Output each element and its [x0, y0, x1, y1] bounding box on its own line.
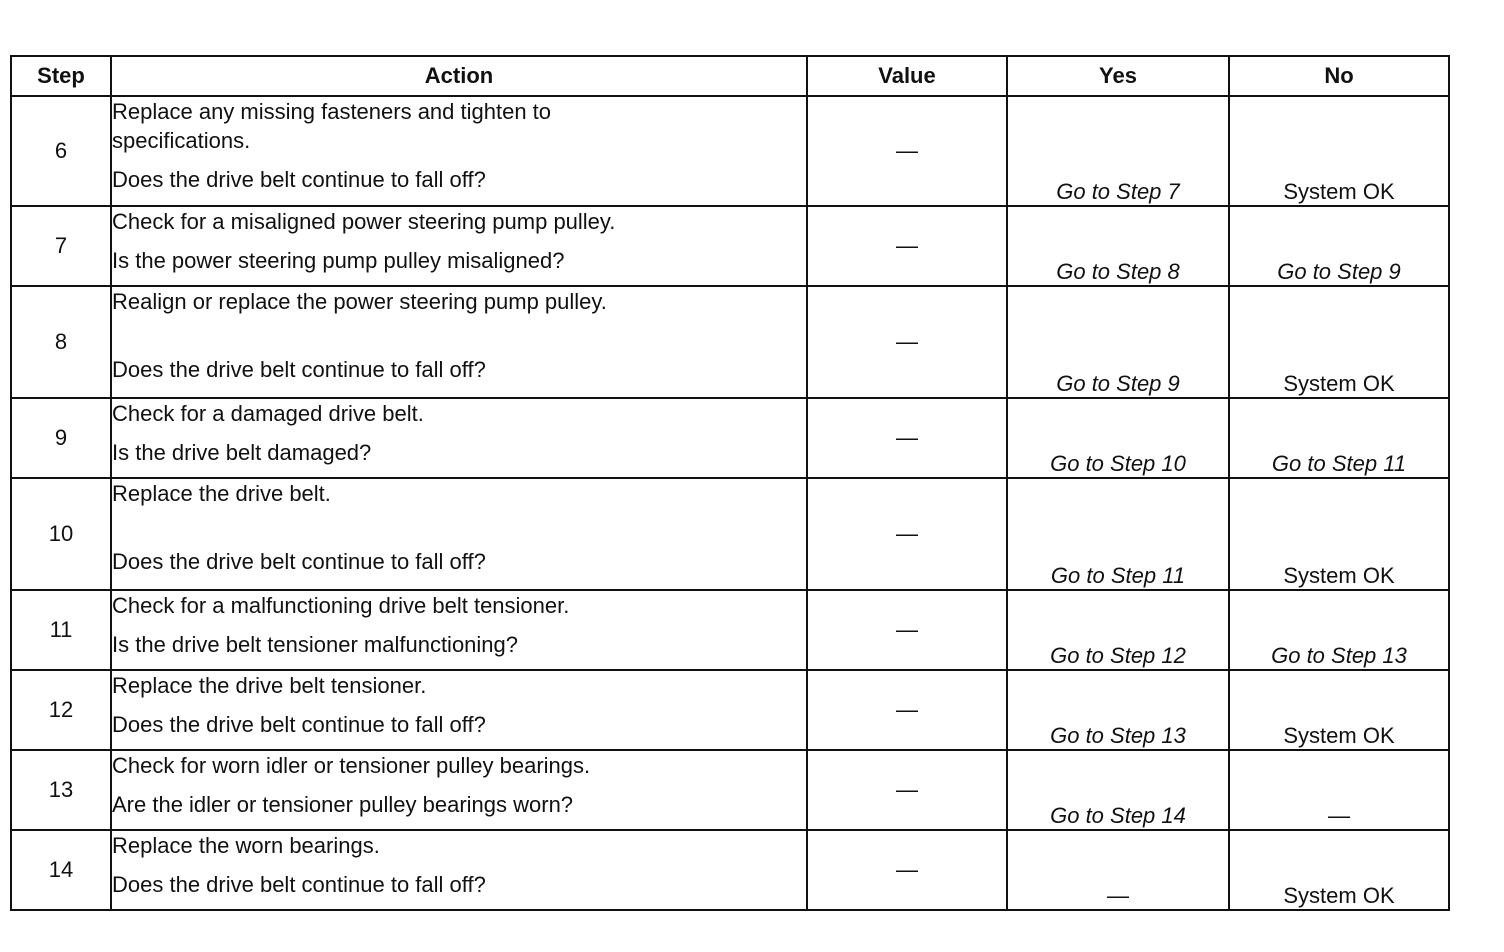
action-question: Does the drive belt continue to fall off? [112, 357, 486, 382]
header-yes: Yes [1007, 56, 1229, 96]
action-text: Check for worn idler or tensioner pulley bearings. [112, 753, 591, 778]
value-cell: — [807, 478, 1007, 590]
table-row [11, 830, 1449, 910]
yes-result: Go to Step 14 [1007, 750, 1229, 830]
yes-result: — [1007, 830, 1229, 910]
no-result: System OK [1229, 96, 1449, 206]
action-cell [111, 590, 807, 670]
yes-result: Go to Step 7 [1007, 96, 1229, 206]
action-cell [111, 398, 807, 478]
step-number: 12 [11, 670, 111, 750]
header-action: Action [111, 56, 807, 96]
action-text: Check for a damaged drive belt. [112, 401, 424, 426]
no-result: System OK [1229, 478, 1449, 590]
step-number: 11 [11, 590, 111, 670]
table-row [11, 206, 1449, 286]
value-cell: — [807, 206, 1007, 286]
action-question: Is the power steering pump pulley misaligned? [112, 248, 565, 273]
table-row [11, 750, 1449, 830]
yes-result: Go to Step 12 [1007, 590, 1229, 670]
yes-result: Go to Step 10 [1007, 398, 1229, 478]
no-result: System OK [1229, 286, 1449, 398]
action-text: Replace the drive belt tensioner. [112, 673, 427, 698]
action-question: Does the drive belt continue to fall off? [112, 872, 486, 897]
value-cell: — [807, 830, 1007, 910]
no-result: Go to Step 9 [1229, 206, 1449, 286]
action-question: Is the drive belt damaged? [112, 440, 372, 465]
action-question: Does the drive belt continue to fall off? [112, 167, 486, 192]
header-no: No [1229, 56, 1449, 96]
action-text: Replace the drive belt. [112, 481, 331, 506]
action-cell [111, 286, 807, 398]
action-text: Check for a misaligned power steering pump pulley. [112, 209, 616, 234]
header-value: Value [807, 56, 1007, 96]
action-cell [111, 670, 807, 750]
action-text: specifications. [112, 128, 251, 153]
action-text: Check for a malfunctioning drive belt tensioner. [112, 593, 570, 618]
header-row [11, 56, 1449, 96]
yes-result: Go to Step 11 [1007, 478, 1229, 590]
step-number: 13 [11, 750, 111, 830]
yes-result: Go to Step 13 [1007, 670, 1229, 750]
action-cell [111, 478, 807, 590]
table-row [11, 398, 1449, 478]
table-row [11, 478, 1449, 590]
yes-result: Go to Step 9 [1007, 286, 1229, 398]
step-number: 14 [11, 830, 111, 910]
step-number: 10 [11, 478, 111, 590]
value-cell: — [807, 398, 1007, 478]
header-step: Step [11, 56, 111, 96]
action-text: Replace the worn bearings. [112, 833, 380, 858]
value-cell: — [807, 286, 1007, 398]
value-cell: — [807, 590, 1007, 670]
action-question: Does the drive belt continue to fall off? [112, 712, 486, 737]
table-row [11, 670, 1449, 750]
yes-result: Go to Step 8 [1007, 206, 1229, 286]
action-cell [111, 206, 807, 286]
no-result: System OK [1229, 670, 1449, 750]
step-number: 9 [11, 398, 111, 478]
step-number: 7 [11, 206, 111, 286]
action-question: Are the idler or tensioner pulley bearings worn? [112, 792, 574, 817]
no-result: Go to Step 11 [1229, 398, 1449, 478]
no-result: — [1229, 750, 1449, 830]
action-cell [111, 750, 807, 830]
no-result: System OK [1229, 830, 1449, 910]
value-cell: — [807, 96, 1007, 206]
table-row [11, 590, 1449, 670]
action-cell [111, 96, 807, 206]
action-question: Does the drive belt continue to fall off? [112, 549, 486, 574]
action-question: Is the drive belt tensioner malfunctioning? [112, 632, 519, 657]
step-number: 8 [11, 286, 111, 398]
action-cell [111, 830, 807, 910]
no-result: Go to Step 13 [1229, 590, 1449, 670]
table-row [11, 286, 1449, 398]
table-row [11, 96, 1449, 206]
value-cell: — [807, 670, 1007, 750]
value-cell: — [807, 750, 1007, 830]
action-text: Replace any missing fasteners and tighten to [112, 99, 552, 124]
diagnostic-table [10, 55, 1450, 911]
step-number: 6 [11, 96, 111, 206]
action-text: Realign or replace the power steering pump pulley. [112, 289, 607, 314]
